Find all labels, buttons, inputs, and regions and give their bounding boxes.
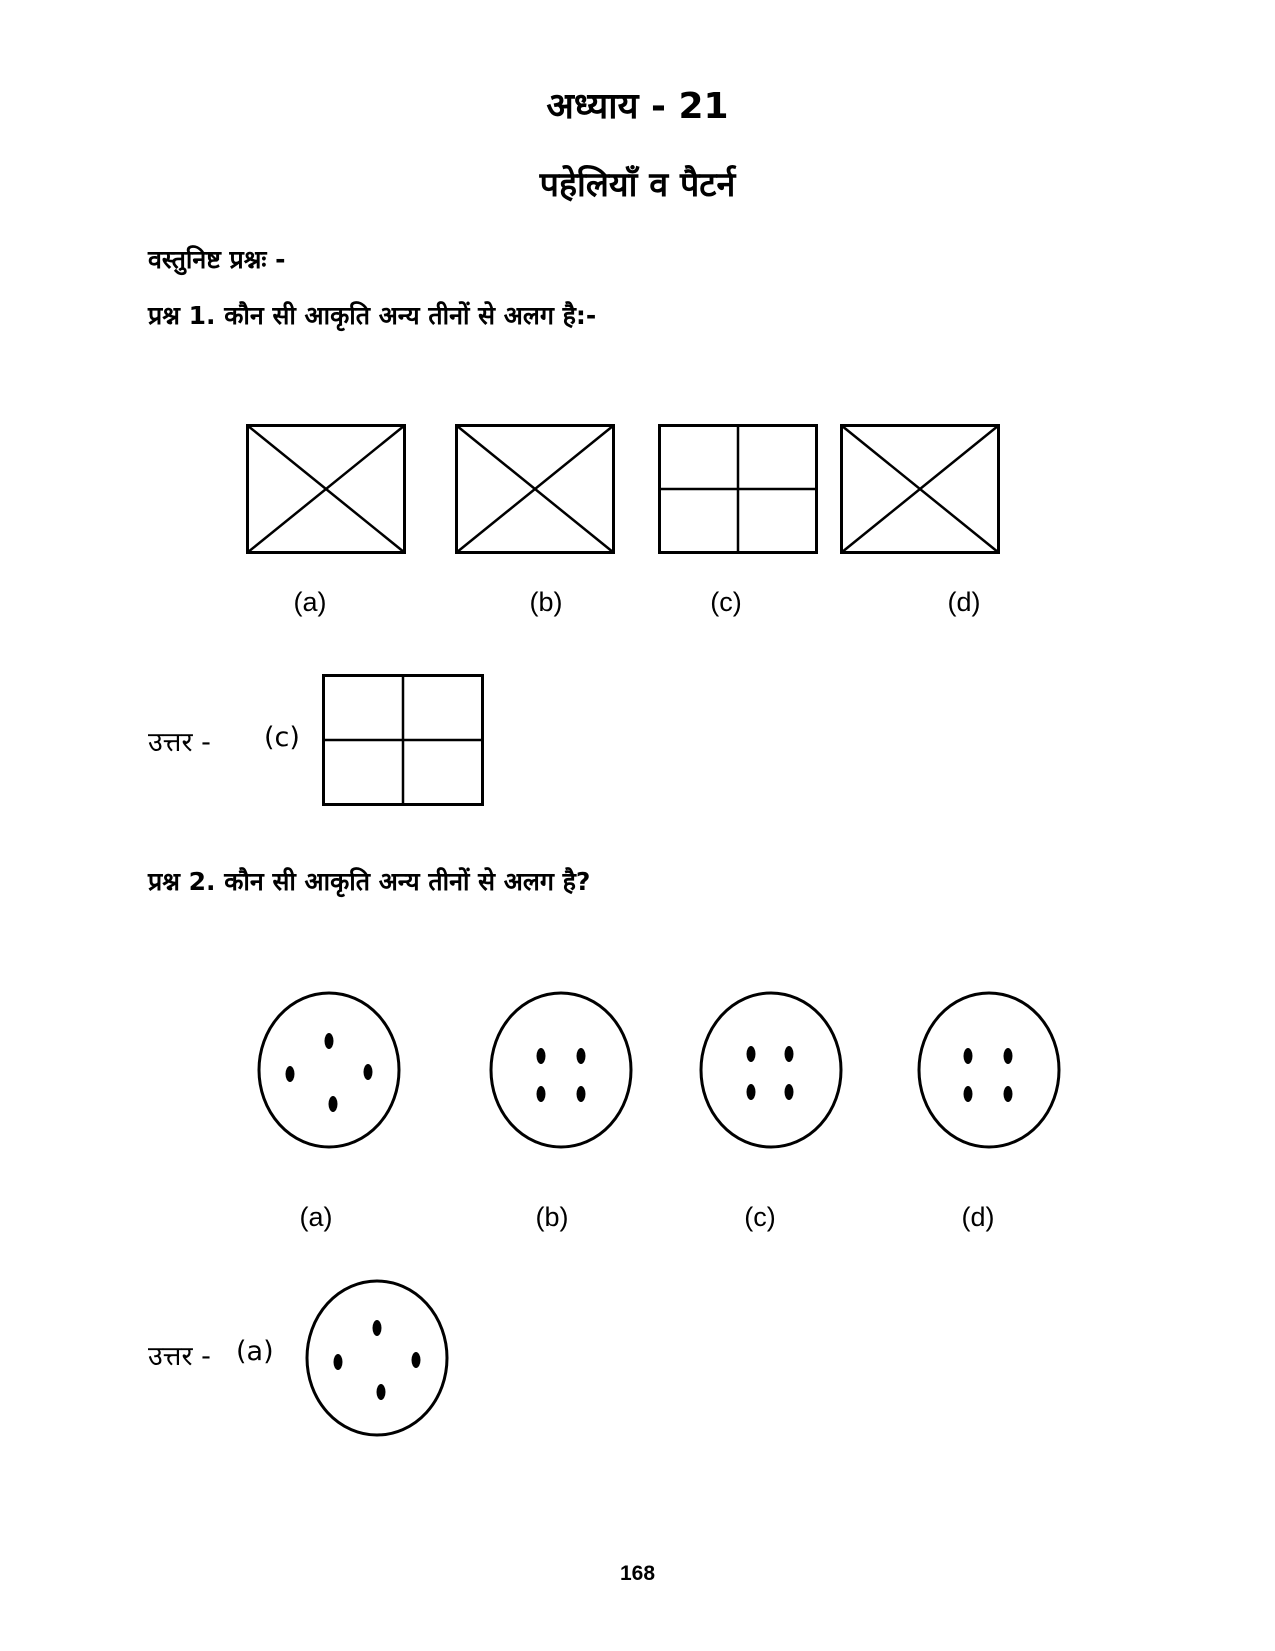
question-1-text: प्रश्न 1. कौन सी आकृति अन्य तीनों से अलग है:- <box>148 301 597 330</box>
chapter-subtitle: पहेलियाँ व पैटर्न <box>539 165 736 205</box>
q2-figure-a <box>256 990 402 1150</box>
q2-figure-d <box>916 990 1062 1150</box>
question-2-text: प्रश्न 2. कौन सी आकृति अन्य तीनों से अलग है? <box>148 867 591 896</box>
page-number: 168 <box>619 1562 656 1585</box>
q2-option-b-label: (b) <box>535 1202 569 1232</box>
q1-option-d-label: (d) <box>947 587 981 617</box>
q1-answer-value: (c) <box>264 722 300 753</box>
q1-option-c-label: (c) <box>710 587 742 617</box>
q1-figure-d <box>840 424 1000 554</box>
q1-option-a-label: (a) <box>293 587 327 617</box>
q2-figure-b <box>488 990 634 1150</box>
q1-option-b-label: (b) <box>529 587 563 617</box>
q1-answer-label: उत्तर - <box>148 727 211 758</box>
q1-figure-b <box>455 424 615 554</box>
q1-answer-figure <box>322 674 484 806</box>
q1-figure-c <box>658 424 818 554</box>
q2-answer-figure <box>304 1278 450 1438</box>
q1-figure-a <box>246 424 406 554</box>
q2-option-a-label: (a) <box>299 1202 333 1232</box>
q2-answer-value: (a) <box>236 1336 274 1367</box>
q2-option-c-label: (c) <box>744 1202 776 1232</box>
section-heading: वस्तुनिष्ट प्रश्नः - <box>148 245 286 274</box>
q2-option-d-label: (d) <box>961 1202 995 1232</box>
q2-figure-c <box>698 990 844 1150</box>
chapter-title: अध्याय - 21 <box>546 86 729 127</box>
q2-answer-label: उत्तर - <box>148 1341 211 1372</box>
